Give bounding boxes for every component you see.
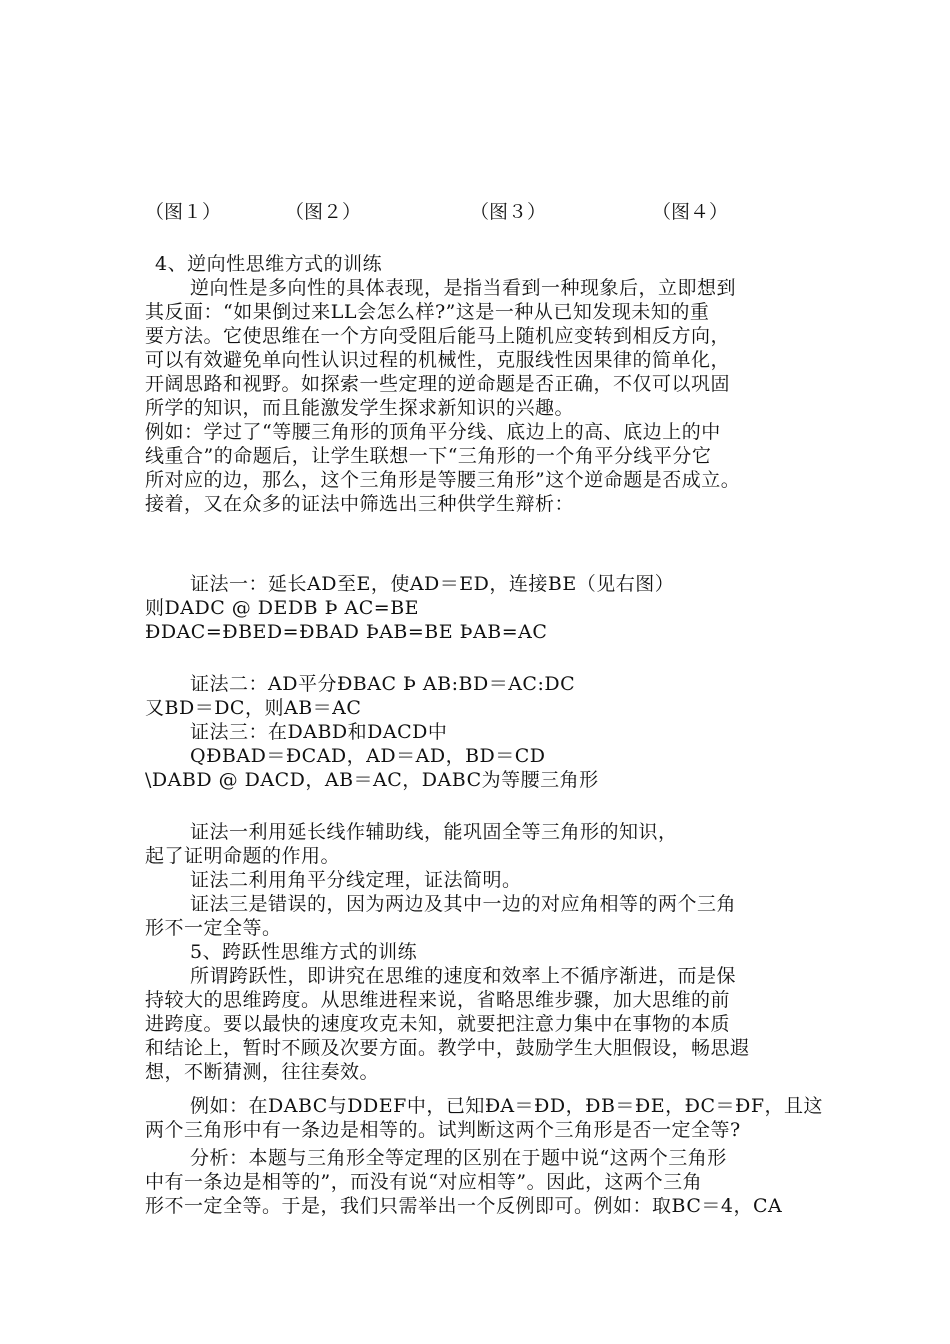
proof-line: \DABD @ DACD，AB＝AC，DABC为等腰三角形 (145, 769, 599, 791)
paragraph-line: 所谓跨跃性，即讲究在思维的速度和效率上不循序渐进，而是保 (190, 965, 737, 987)
paragraph-line: 逆向性是多向性的具体表现，是指当看到一种现象后，立即想到 (190, 277, 737, 299)
proof-line: 又BD＝DC，则AB＝AC (145, 697, 362, 719)
section-heading-5: 5、跨跃性思维方式的训练 (190, 941, 418, 963)
example-line: 两个三角形中有一条边是相等的。试判断这两个三角形是否一定全等? (145, 1119, 741, 1141)
analysis-line: 证法二利用角平分线定理，证法简明。 (190, 869, 522, 891)
analysis-line: 中有一条边是相等的”，而没有说“对应相等”。因此，这两个三角 (145, 1171, 703, 1193)
analysis-line: 证法三是错误的，因为两边及其中一边的对应角相等的两个三角 (190, 893, 737, 915)
paragraph-line: 可以有效避免单向性认识过程的机械性，克服线性因果律的简单化， (145, 349, 731, 371)
proof-line: 证法三：在DABD和DACD中 (190, 721, 448, 743)
proof-line: 证法一：延长AD至E，使AD＝ED，连接BE（见右图） (190, 573, 675, 595)
proof-line: 则DADC @ DEDB Þ AC=BE (145, 597, 420, 619)
proof-line: 证法二：AD平分ÐBAC Þ AB:BD＝AC:DC (190, 673, 576, 695)
analysis-line: 证法一利用延长线作辅助线，能巩固全等三角形的知识， (190, 821, 678, 843)
example-line: 接着，又在众多的证法中筛选出三种供学生辩析： (145, 493, 575, 515)
paragraph-line: 和结论上，暂时不顾及次要方面。教学中，鼓励学生大胆假设，畅思遐 (145, 1037, 750, 1059)
analysis-line: 分析：本题与三角形全等定理的区别在于题中说“这两个三角形 (190, 1147, 727, 1169)
paragraph-line: 所学的知识，而且能激发学生探求新知识的兴趣。 (145, 397, 575, 419)
paragraph-line: 持较大的思维跨度。从思维进程来说，省略思维步骤，加大思维的前 (145, 989, 731, 1011)
figure-caption-3: （图３） (470, 201, 547, 223)
paragraph-line: 其反面：“如果倒过来LL会怎么样?”这是一种从已知发现未知的重 (145, 301, 710, 323)
example-line: 例如：在DABC与DDEF中，已知ÐA＝ÐD，ÐB＝ÐE，ÐC＝ÐF，且这 (190, 1095, 824, 1117)
proof-line: ÐDAC=ÐBED=ÐBAD ÞAB=BE ÞAB=AC (145, 621, 548, 643)
analysis-line: 形不一定全等。 (145, 917, 282, 939)
example-line: 例如：学过了“等腰三角形的顶角平分线、底边上的高、底边上的中 (145, 421, 721, 443)
example-line: 所对应的边，那么，这个三角形是等腰三角形”这个逆命题是否成立。 (145, 469, 741, 491)
example-line: 线重合”的命题后，让学生联想一下“三角形的一个角平分线平分它 (145, 445, 712, 467)
proof-line: QÐBAD＝ÐCAD，AD＝AD，BD＝CD (190, 745, 546, 767)
figure-caption-4: （图４） (652, 201, 729, 223)
paragraph-line: 要方法。它使思维在一个方向受阻后能马上随机应变转到相反方向， (145, 325, 731, 347)
analysis-line: 起了证明命题的作用。 (145, 845, 341, 867)
paragraph-line: 进跨度。要以最快的速度攻克未知，就要把注意力集中在事物的本质 (145, 1013, 731, 1035)
paragraph-line: 想，不断猜测，往往奏效。 (145, 1061, 380, 1083)
paragraph-line: 开阔思路和视野。如探索一些定理的逆命题是否正确，不仅可以巩固 (145, 373, 731, 395)
section-heading-4: 4、逆向性思维方式的训练 (155, 253, 383, 275)
figure-caption-1: （图１） (145, 201, 222, 223)
figure-caption-2: （图２） (285, 201, 362, 223)
analysis-line: 形不一定全等。于是，我们只需举出一个反例即可。例如：取BC＝4，CA (145, 1195, 783, 1217)
